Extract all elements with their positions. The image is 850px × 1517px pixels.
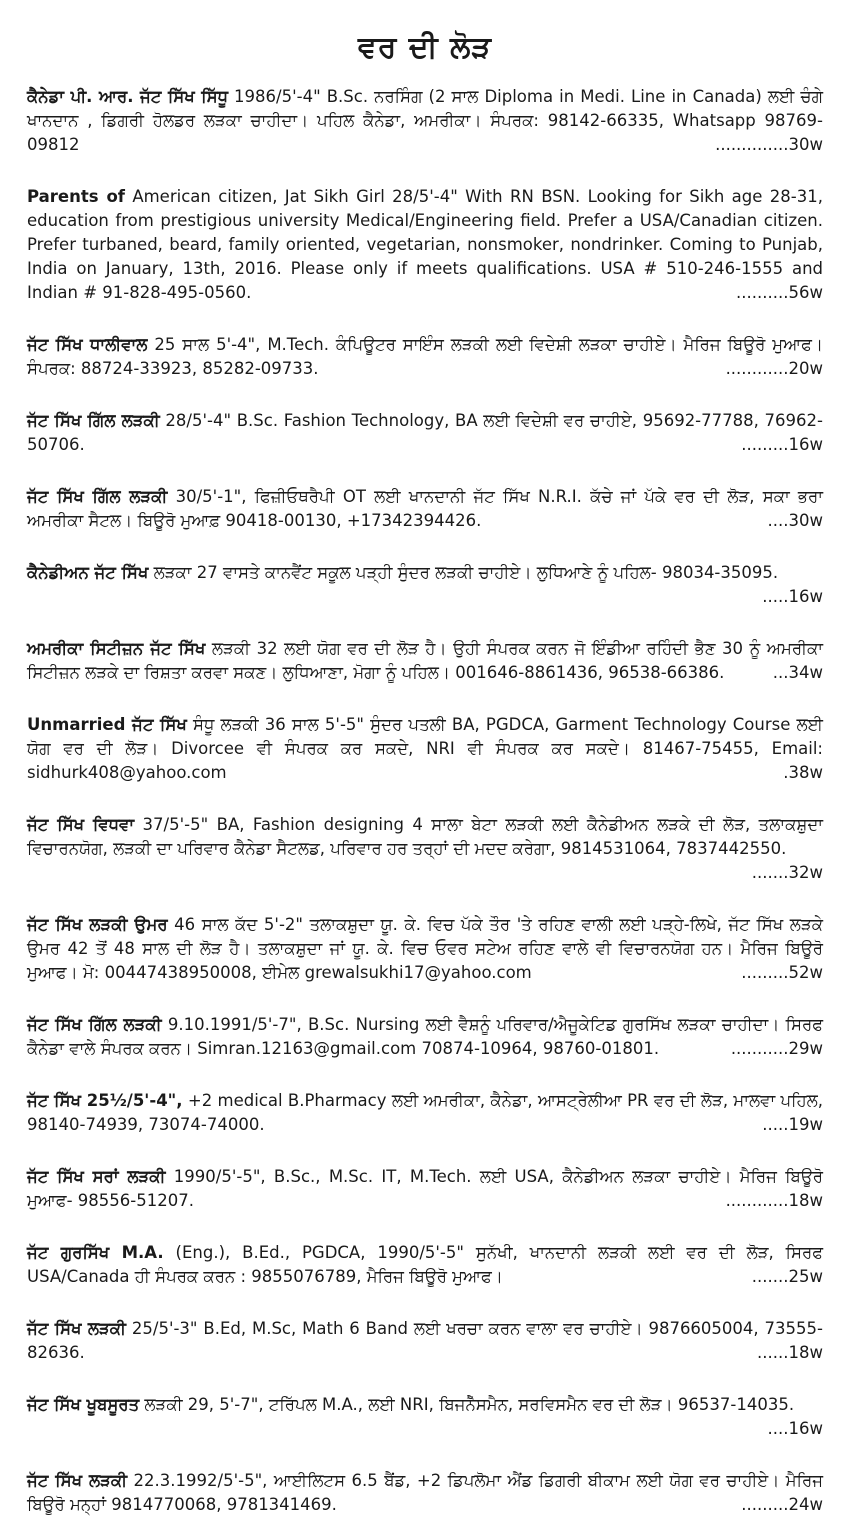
ad-body: 22.3.1992/5'-5", ਆਈਲਿਟਸ 6.5 ਬੈਂਡ, +2 ਡਿਪਲੋਮਾ ਐਂਡ ਡਿਗਰੀ ਬੀਕਾਮ ਲਈ ਯੋਗ ਵਰ ਚਾਹੀਏ। ਮੈਰਿਜ ਬਿਊਰੋ ਮਨ੍ਹਾਂ 9814770068, 9781341469. xyxy=(27,1471,823,1514)
ad-body: 1986/5'-4" B.Sc. ਨਰਸਿੰਗ (2 ਸਾਲ Diploma in Medi. Line in Canada) ਲਈ ਚੰਗੇ ਖਾਨਦਾਨ , ਡਿਗਰੀ ਹੋਲਡਰ ਲੜਕਾ ਚਾਹੀਦਾ। ਪਹਿਲ ਕੈਨੇਡਾ, ਅਮਰੀਕਾ। ਸੰਪਰਕ: 98142-66335, Whatsapp 98769-09812 xyxy=(27,87,823,154)
ad-body: ਸੰਧੂ ਲੜਕੀ 36 ਸਾਲ 5'-5" ਸੁੰਦਰ ਪਤਲੀ BA, PGDCA, Garment Technology Course ਲਈ ਯੋਗ ਵਰ ਦੀ ਲੋੜ। Divorcee ਵੀ ਸੰਪਰਕ ਕਰ ਸਕਦੇ, NRI ਵੀ ਸੰਪਰਕ ਕਰ ਸਕਦੇ। 81467-75455, Email: sidhurk408@yahoo.com xyxy=(27,715,823,782)
ad-lead: ਜੱਟ ਗੁਰਸਿੱਖ M.A. xyxy=(27,1243,164,1262)
ad-body: 25 ਸਾਲ 5'-4", M.Tech. ਕੰਪਿਊਟਰ ਸਾਇੰਸ ਲੜਕੀ ਲਈ ਵਿਦੇਸ਼ੀ ਲੜਕਾ ਚਾਹੀਏ। ਮੈਰਿਜ ਬਿਊਰੋ ਮੁਆਫ। ਸੰਪਰਕ: 88724-33923, 85282-09733. xyxy=(27,335,823,378)
ad-item xyxy=(27,1317,823,1365)
ad-lead: ਜੱਟ ਸਿੱਖ ਲੜਕੀ xyxy=(27,1319,127,1338)
ad-body: (Eng.), B.Ed., PGDCA, 1990/5'-5" ਸੁਨੱਖੀ, ਖਾਨਦਾਨੀ ਲੜਕੀ ਲਈ ਵਰ ਦੀ ਲੋੜ, ਸਿਰਫ USA/Canada ਹੀ ਸੰਪਰਕ ਕਰਨ : 9855076789, ਮੈਰਿਜ ਬਿਊਰੋ ਮੁਆਫ। xyxy=(27,1243,823,1286)
ad-code: ............20w xyxy=(725,359,823,378)
ad-code: .....19w xyxy=(762,1115,823,1134)
ad-item xyxy=(27,561,823,609)
ad-code: ..............30w xyxy=(715,135,823,154)
ad-body: ਲੜਕੀ 29, 5'-7", ਟਰਿੱਪਲ M.A., ਲਈ NRI, ਬਿਜਨੈੱਸਮੈਨ, ਸਰਵਿਸਮੈਨ ਵਰ ਦੀ ਲੋੜ। 96537-14035. xyxy=(139,1395,795,1414)
ad-lead: ਜੱਟ ਸਿੱਖ ਗਿੱਲ ਲੜਕੀ xyxy=(27,487,168,506)
ad-lead: Unmarried ਜੱਟ ਸਿੱਖ xyxy=(27,715,187,734)
ad-code: ....16w xyxy=(767,1419,823,1438)
ad-body: 28/5'-4" B.Sc. Fashion Technology, BA ਲਈ ਵਿਦੇਸ਼ੀ ਵਰ ਚਾਹੀਏ, 95692-77788, 76962-50706. xyxy=(27,411,823,454)
ad-item xyxy=(27,185,823,305)
ad-code: .......32w xyxy=(751,863,823,882)
ad-body: +2 medical B.Pharmacy ਲਈ ਅਮਰੀਕਾ, ਕੈਨੇਡਾ, ਆਸਟ੍ਰੇਲੀਆ PR ਵਰ ਦੀ ਲੋੜ, ਮਾਲਵਾ ਪਹਿਲ, 98140-74939, 73074-74000. xyxy=(27,1091,824,1134)
ad-item xyxy=(27,1165,823,1213)
ad-lead: ਜੱਟ ਸਿੱਖ ਧਾਲੀਵਾਲ xyxy=(27,335,148,354)
ad-lead: ਕੈਨੇਡੀਅਨ ਜੱਟ ਸਿੱਖ xyxy=(27,563,149,582)
ad-lead: Parents of xyxy=(27,187,125,206)
ad-body: ਲੜਕਾ 27 ਵਾਸਤੇ ਕਾਨਵੈਂਟ ਸਕੂਲ ਪੜ੍ਹੀ ਸੁੰਦਰ ਲੜਕੀ ਚਾਹੀਏ। ਲੁਧਿਆਣੇ ਨੂੰ ਪਹਿਲ- 98034-35095. xyxy=(148,563,779,582)
ad-code: ...34w xyxy=(772,663,823,682)
ad-code: .......25w xyxy=(751,1267,823,1286)
ad-code: ......18w xyxy=(757,1343,823,1362)
ad-code: .........52w xyxy=(741,963,823,982)
ad-code: ............18w xyxy=(725,1191,823,1210)
ad-code: .........16w xyxy=(741,435,823,454)
ad-lead: ਜੱਟ ਸਿੱਖ ਲੜਕੀ ਉਮਰ xyxy=(27,915,168,934)
ad-item xyxy=(27,1089,823,1137)
ad-item xyxy=(27,485,823,533)
ad-code: ..........56w xyxy=(736,283,823,302)
ad-lead: ਜੱਟ ਸਿੱਖ ਗਿੱਲ ਲੜਕੀ xyxy=(27,1015,162,1034)
ad-lead: ਜੱਟ ਸਿੱਖ ਗਿੱਲ ਲੜਕੀ xyxy=(27,411,160,430)
ad-body: 9.10.1991/5'-7", B.Sc. Nursing ਲਈ ਵੈਸ਼ਨੂੰ ਪਰਿਵਾਰ/ਐਜੂਕੇਟਿਡ ਗੁਰਸਿੱਖ ਲੜਕਾ ਚਾਹੀਦਾ। ਸਿਰਫ ਕੈਨੇਡਾ ਵਾਲੇ ਸੰਪਰਕ ਕਰਨ। Simran.12163@gmail.com 70874-10964, 98760-01801. xyxy=(27,1015,823,1058)
ad-item xyxy=(27,1013,823,1061)
ad-body: 25/5'-3" B.Ed, M.Sc, Math 6 Band ਲਈ ਖਰਚਾ ਕਰਨ ਵਾਲਾ ਵਰ ਚਾਹੀਏ। 9876605004, 73555-82636. xyxy=(27,1319,823,1362)
ad-code: .....16w xyxy=(762,587,823,606)
ad-code: ...........29w xyxy=(730,1039,823,1058)
ad-item xyxy=(27,713,823,785)
ad-item xyxy=(27,333,823,381)
ad-item xyxy=(27,1241,823,1289)
ad-body: 37/5'-5" BA, Fashion designing 4 ਸਾਲਾ ਬੇਟਾ ਲੜਕੀ ਲਈ ਕੈਨੇਡੀਅਨ ਲੜਕੇ ਦੀ ਲੋੜ, ਤਲਾਕਸ਼ੁਦਾ ਵਿਚਾਰਨਯੋਗ, ਲੜਕੀ ਦਾ ਪਰਿਵਾਰ ਕੈਨੇਡਾ ਸੈਟਲਡ, ਪਰਿਵਾਰ ਹਰ ਤਰ੍ਹਾਂ ਦੀ ਮਦਦ ਕਰੇਗਾ, 9814531064, 7837442550. xyxy=(27,815,823,858)
ad-body: 30/5'-1", ਫਿਜ਼ੀਓਥਰੈਪੀ OT ਲਈ ਖਾਨਦਾਨੀ ਜੱਟ ਸਿੱਖ N.R.I. ਕੱਚੇ ਜਾਂ ਪੱਕੇ ਵਰ ਦੀ ਲੋੜ, ਸਕਾ ਭਰਾ ਅਮਰੀਕਾ ਸੈਟਲ। ਬਿਊਰੋ ਮੁਆਫ਼ 90418-00130, +17342394426. xyxy=(27,487,823,530)
ad-body: American citizen, Jat Sikh Girl 28/5'-4" With RN BSN. Looking for Sikh age 28-31, education from prestigious university Medical/Engineering field. Prefer a USA/Canadian citizen. Prefer turbaned, beard, family oriented, vegetarian, nonsmoker, nondrinker. Coming to Punjab, India on January, 13th, 2016. Please only if meets qualifications. USA # 510-246-1555 and Indian # 91-828-495-0560. xyxy=(27,187,823,302)
ad-lead: ਜੱਟ ਸਿੱਖ 25½/5'-4", xyxy=(27,1091,183,1110)
ad-lead: ਅਮਰੀਕਾ ਸਿਟੀਜ਼ਨ ਜੱਟ ਸਿੱਖ xyxy=(27,639,206,658)
ad-code: .........24w xyxy=(741,1495,823,1514)
page-title: ਵਰ ਦੀ ਲੋੜ xyxy=(357,30,493,65)
ad-code: .38w xyxy=(783,763,823,782)
ad-item xyxy=(27,813,823,885)
ad-item xyxy=(27,913,823,985)
ad-item xyxy=(27,85,823,157)
ad-lead: ਜੱਟ ਸਿੱਖ ਲੜਕੀ xyxy=(27,1471,128,1490)
ad-body: ਲੜਕੀ 32 ਲਈ ਯੋਗ ਵਰ ਦੀ ਲੋੜ ਹੈ। ਉਹੀ ਸੰਪਰਕ ਕਰਨ ਜੋ ਇੰਡੀਆ ਰਹਿੰਦੀ ਭੈਣ 30 ਨੂੰ ਅਮਰੀਕਾ ਸਿਟੀਜ਼ਨ ਲੜਕੇ ਦਾ ਰਿਸ਼ਤਾ ਕਰਵਾ ਸਕਣ। ਲੁਧਿਆਣਾ, ਮੋਗਾ ਨੂੰ ਪਹਿਲ। 001646-8861436, 96538-66386. xyxy=(27,639,823,682)
ad-body: 46 ਸਾਲ ਕੱਦ 5'-2" ਤਲਾਕਸ਼ੁਦਾ ਯੂ. ਕੇ. ਵਿਚ ਪੱਕੇ ਤੌਰ 'ਤੇ ਰਹਿਣ ਵਾਲੀ ਲਈ ਪੜ੍ਹੇ-ਲਿਖੇ, ਜੱਟ ਸਿੱਖ ਲੜਕੇ ਉਮਰ 42 ਤੋਂ 48 ਸਾਲ ਦੀ ਲੋੜ ਹੈ। ਤਲਾਕਸ਼ੁਦਾ ਜਾਂ ਯੂ. ਕੇ. ਵਿਚ ਓਵਰ ਸਟੇਅ ਰਹਿਣ ਵਾਲੇ ਵੀ ਵਿਚਾਰਨਯੋਗ ਹਨ। ਮੈਰਿਜ ਬਿਊਰੋ ਮੁਆਫ। ਮੋ: 00447438950008, ਈਮੇਲ grewalsukhi17@yahoo.com xyxy=(27,915,823,982)
ad-body: 1990/5'-5", B.Sc., M.Sc. IT, M.Tech. ਲਈ USA, ਕੈਨੇਡੀਅਨ ਲੜਕਾ ਚਾਹੀਏ। ਮੈਰਿਜ ਬਿਊਰੋ ਮੁਆਫ- 98556-51207. xyxy=(27,1167,823,1210)
ad-item xyxy=(27,1393,823,1441)
ad-lead: ਜੱਟ ਸਿੱਖ ਸਰਾਂ ਲੜਕੀ xyxy=(27,1167,166,1186)
ad-item xyxy=(27,637,823,685)
ad-code: ....30w xyxy=(767,511,823,530)
ad-lead: ਜੱਟ ਸਿੱਖ ਖੂਬਸੂਰਤ xyxy=(27,1395,140,1414)
ad-lead: ਕੈਨੇਡਾ ਪੀ. ਆਰ. ਜੱਟ ਸਿੱਖ ਸਿੱਧੂ xyxy=(27,87,228,106)
ad-item xyxy=(27,409,823,457)
ad-item xyxy=(27,1469,823,1517)
ad-lead: ਜੱਟ ਸਿੱਖ ਵਿਧਵਾ xyxy=(27,815,135,834)
